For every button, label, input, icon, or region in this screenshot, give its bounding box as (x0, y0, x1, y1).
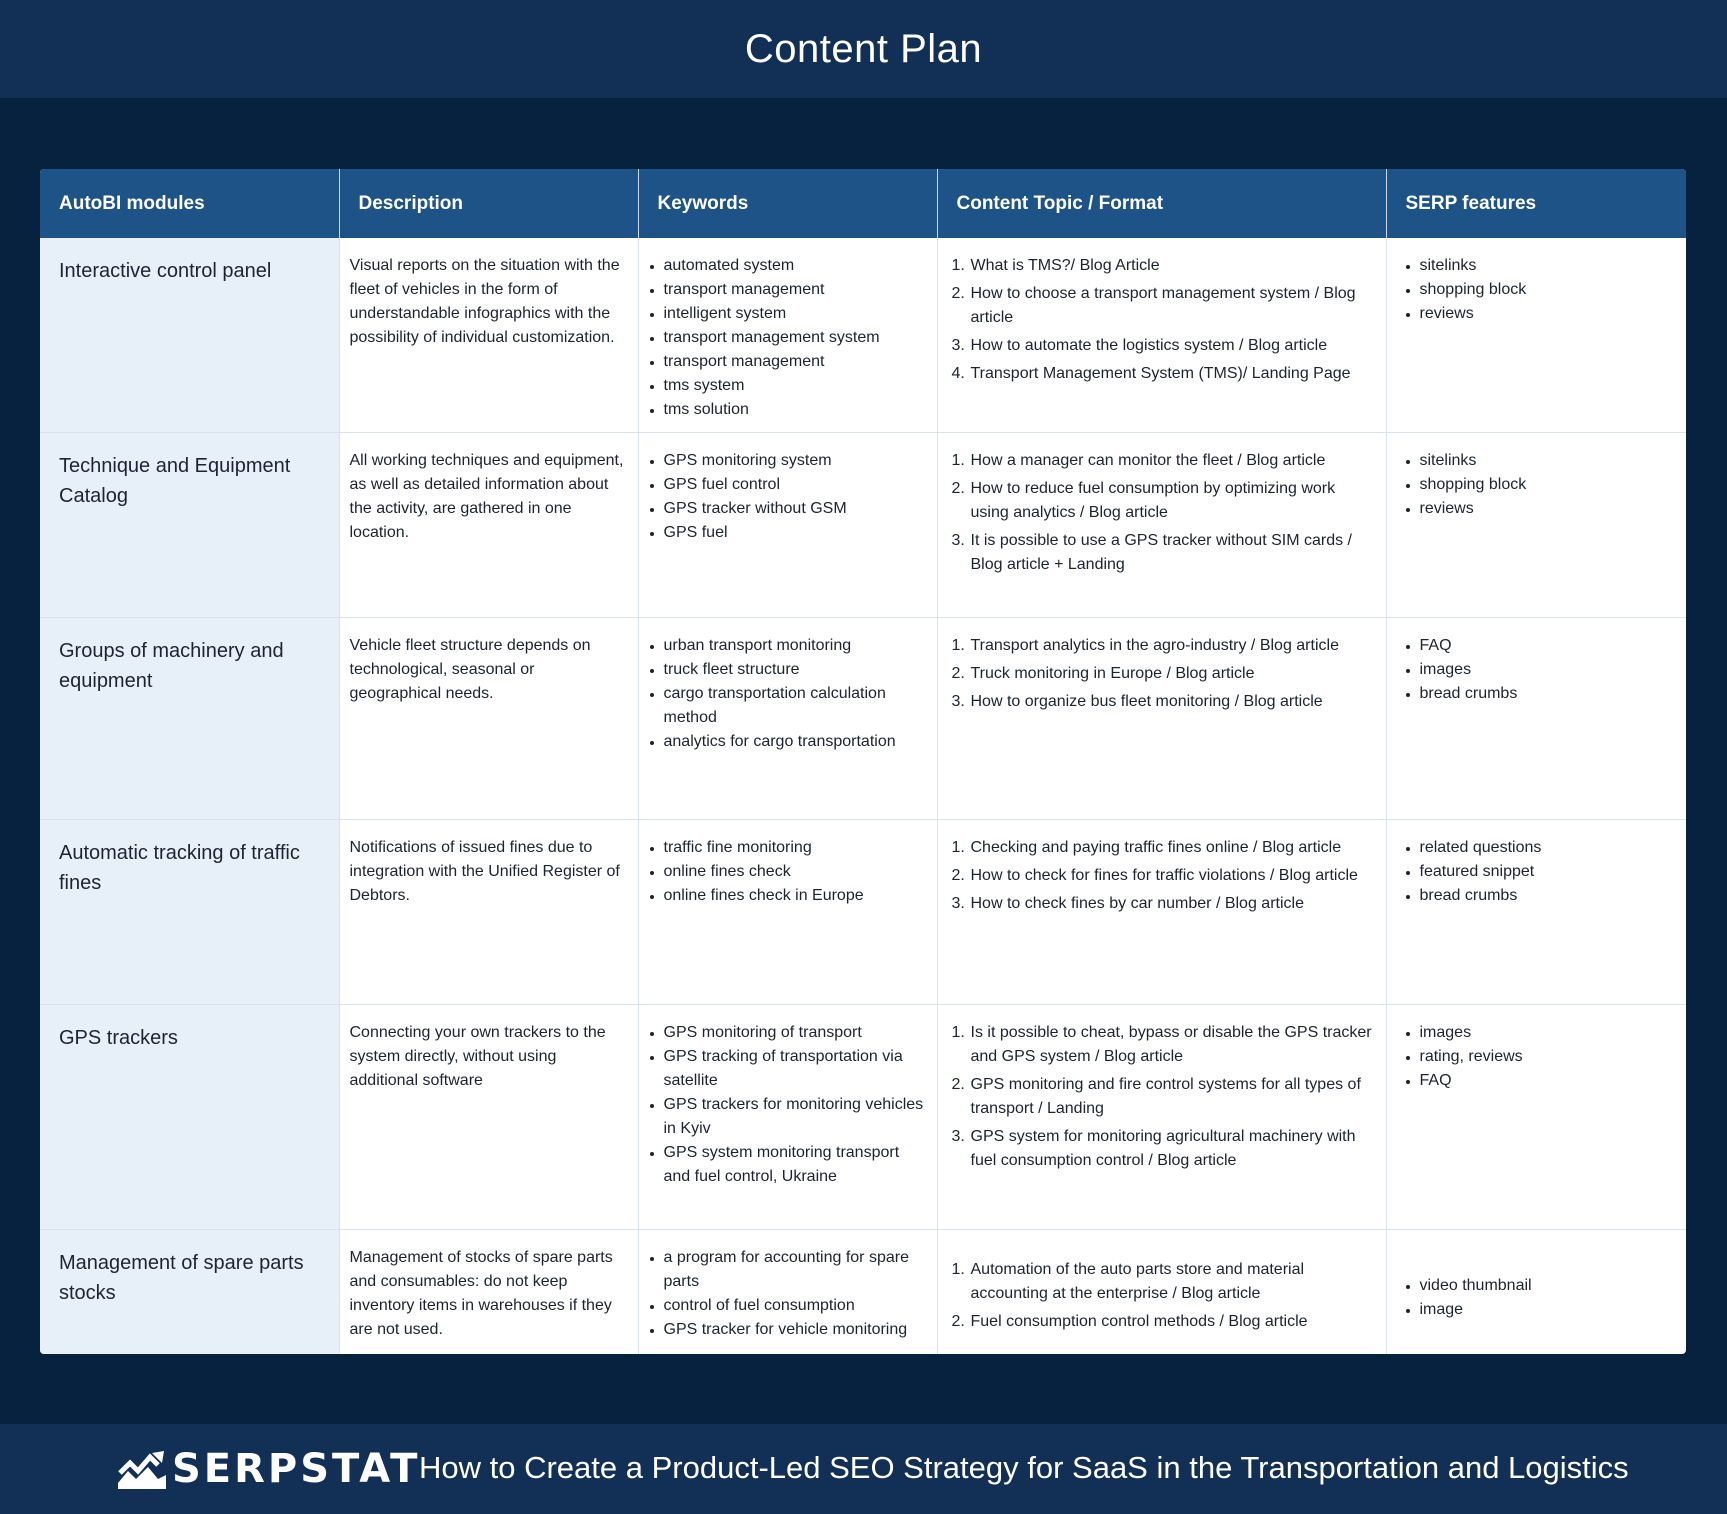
topic-text: How a manager can monitor the fleet / Blog article (970, 452, 1326, 469)
topics-list (952, 1021, 1376, 1173)
serp-feature-item: bread crumbs (1405, 682, 1677, 706)
keyword-item: GPS fuel control (649, 473, 927, 497)
serp-features-list (1405, 836, 1677, 908)
keyword-item: GPS tracking of transportation via satellite (649, 1045, 927, 1093)
keyword-item: cargo transportation calculation method (649, 682, 927, 730)
keyword-item: GPS fuel (649, 521, 927, 545)
serp-features-cell (1386, 820, 1686, 1005)
serp-features-cell (1386, 618, 1686, 820)
content-topic-cell (937, 820, 1386, 1005)
keywords-cell (638, 1005, 937, 1230)
topic-text: How to choose a transport management system / Blog article (970, 285, 1356, 326)
topic-number: 3. (951, 895, 965, 912)
topic-number: 3. (951, 1128, 965, 1145)
serp-feature-item: reviews (1405, 497, 1677, 521)
topic-item (952, 334, 1376, 358)
keyword-item: automated system (649, 254, 927, 278)
serp-features-list (1405, 254, 1677, 326)
keyword-item: transport management (649, 350, 927, 374)
topic-item (952, 529, 1376, 577)
topic-text: GPS monitoring and fire control systems for all types of transport / Landing (970, 1076, 1361, 1117)
topic-number: 2. (951, 1312, 965, 1330)
keyword-item: intelligent system (649, 302, 927, 326)
topic-number: 3. (951, 532, 965, 549)
serp-feature-item: bread crumbs (1405, 884, 1677, 908)
topic-number: 1. (951, 257, 965, 274)
topic-text: Checking and paying traffic fines online / Blog article (970, 839, 1342, 856)
serp-features-list (1405, 1274, 1677, 1322)
topic-number: 2. (951, 665, 965, 682)
keywords-cell (638, 433, 937, 618)
topic-text: It is possible to use a GPS tracker without SIM cards / Blog article + Landing (970, 532, 1352, 573)
logo-wordmark: SERPSTAT (172, 1446, 421, 1492)
keyword-item: GPS system monitoring transport and fuel control, Ukraine (649, 1141, 927, 1189)
description-cell: Visual reports on the situation with the fleet of vehicles in the form of understandable infographics with the possibility of individual customization. (339, 238, 638, 433)
serp-features-list (1405, 634, 1677, 706)
topic-number: 1. (951, 1024, 965, 1041)
footer-tagline: How to Create a Product-Led SEO Strategy for SaaS in the Transportation and Logistics (419, 1450, 1629, 1485)
module-name-cell: Automatic tracking of traffic fines (40, 820, 339, 1005)
serp-features-cell (1386, 1230, 1686, 1355)
topic-item (952, 1073, 1376, 1121)
topic-text: How to check for fines for traffic violations / Blog article (970, 867, 1358, 884)
keyword-item: tms solution (649, 398, 927, 422)
topics-list (952, 1258, 1376, 1334)
keywords-cell (638, 238, 937, 433)
description-cell: All working techniques and equipment, as well as detailed information about the activity, are gathered in one location. (339, 433, 638, 618)
column-header-serp-features: SERP features (1386, 169, 1686, 238)
topic-text: Fuel consumption control methods / Blog article (970, 1312, 1308, 1330)
topic-item (952, 362, 1376, 386)
serpstat-chart-logo-icon (118, 1449, 166, 1489)
serp-feature-item: FAQ (1405, 634, 1677, 658)
keyword-item: a program for accounting for spare parts (649, 1246, 927, 1294)
topic-number: 3. (951, 337, 965, 354)
topic-item (952, 254, 1376, 278)
serp-features-cell (1386, 1005, 1686, 1230)
module-name-cell: GPS trackers (40, 1005, 339, 1230)
topic-text: Automation of the auto parts store and material accounting at the enterprise / Blog article (970, 1260, 1305, 1302)
topic-text: How to reduce fuel consumption by optimizing work using analytics / Blog article (970, 480, 1336, 521)
topic-number: 2. (951, 480, 965, 497)
topic-number: 2. (951, 1076, 965, 1093)
column-header-modules: AutoBI modules (40, 169, 339, 238)
table-row (40, 618, 1686, 820)
module-name-cell: Technique and Equipment Catalog (40, 433, 339, 618)
footer-banner (0, 1424, 1727, 1514)
topic-item (952, 1125, 1376, 1173)
description-cell: Management of stocks of spare parts and consumables: do not keep inventory items in warehouses if they are not used. (339, 1230, 638, 1355)
topic-text: How to check fines by car number / Blog article (970, 895, 1304, 912)
keyword-item: analytics for cargo transportation (649, 730, 927, 754)
serp-feature-item: rating, reviews (1405, 1045, 1677, 1069)
topic-text: What is TMS?/ Blog Article (970, 257, 1160, 274)
keyword-item: transport management system (649, 326, 927, 350)
topic-number: 2. (951, 285, 965, 302)
serpstat-logo (118, 1446, 420, 1492)
serp-features-cell (1386, 433, 1686, 618)
serp-features-cell (1386, 238, 1686, 433)
keyword-item: GPS tracker for vehicle monitoring (649, 1318, 927, 1342)
keyword-item: urban transport monitoring (649, 634, 927, 658)
content-topic-cell (937, 1005, 1386, 1230)
keyword-item: online fines check (649, 860, 927, 884)
keyword-item: control of fuel consumption (649, 1294, 927, 1318)
header-banner (0, 0, 1727, 98)
keyword-item: GPS tracker without GSM (649, 497, 927, 521)
topic-text: Transport Management System (TMS)/ Landing Page (970, 365, 1351, 382)
table-row (40, 1005, 1686, 1230)
keyword-item: tms system (649, 374, 927, 398)
serp-features-list (1405, 1021, 1677, 1093)
topic-item (952, 690, 1376, 714)
keywords-list (649, 449, 927, 545)
serp-feature-item: featured snippet (1405, 860, 1677, 884)
serp-feature-item: image (1405, 1298, 1677, 1322)
module-name-cell: Management of spare parts stocks (40, 1230, 339, 1355)
keywords-list (649, 1246, 927, 1342)
keywords-cell (638, 820, 937, 1005)
table-header-row (40, 169, 1686, 238)
content-topic-cell (937, 1230, 1386, 1355)
topic-text: Is it possible to cheat, bypass or disable the GPS tracker and GPS system / Blog article (970, 1024, 1372, 1065)
column-header-content-topic: Content Topic / Format (937, 169, 1386, 238)
keywords-list (649, 254, 927, 422)
keywords-cell (638, 1230, 937, 1355)
topics-list (952, 449, 1376, 577)
content-topic-cell (937, 618, 1386, 820)
keywords-list (649, 634, 927, 754)
serp-feature-item: video thumbnail (1405, 1274, 1677, 1298)
keyword-item: traffic fine monitoring (649, 836, 927, 860)
topics-list (952, 836, 1376, 916)
content-topic-cell (937, 238, 1386, 433)
serp-feature-item: FAQ (1405, 1069, 1677, 1093)
topics-list (952, 634, 1376, 714)
serp-feature-item: sitelinks (1405, 254, 1677, 278)
serp-feature-item: shopping block (1405, 473, 1677, 497)
topic-item (952, 836, 1376, 860)
serp-features-list (1405, 449, 1677, 521)
topic-item (952, 282, 1376, 330)
module-name-cell: Groups of machinery and equipment (40, 618, 339, 820)
table-row (40, 1230, 1686, 1355)
serp-feature-item: sitelinks (1405, 449, 1677, 473)
topic-number: 1. (951, 452, 965, 469)
page-title: Content Plan (744, 26, 983, 71)
description-cell: Notifications of issued fines due to integration with the Unified Register of Debtors. (339, 820, 638, 1005)
description-cell: Connecting your own trackers to the system directly, without using additional software (339, 1005, 638, 1230)
serp-feature-item: shopping block (1405, 278, 1677, 302)
topic-item (952, 864, 1376, 888)
topic-number: 2. (951, 867, 965, 884)
topic-number: 1. (951, 637, 965, 654)
topic-text: Transport analytics in the agro-industry / Blog article (970, 637, 1339, 654)
table-row (40, 820, 1686, 1005)
topic-number: 3. (951, 693, 965, 710)
column-header-keywords: Keywords (638, 169, 937, 238)
serp-feature-item: reviews (1405, 302, 1677, 326)
column-header-description: Description (339, 169, 638, 238)
topic-item (952, 1258, 1376, 1306)
serp-feature-item: images (1405, 658, 1677, 682)
keyword-item: truck fleet structure (649, 658, 927, 682)
topic-number: 1. (951, 1260, 965, 1278)
keyword-item: GPS monitoring of transport (649, 1021, 927, 1045)
topic-item (952, 662, 1376, 686)
keywords-cell (638, 618, 937, 820)
module-name-cell: Interactive control panel (40, 238, 339, 433)
topics-list (952, 254, 1376, 386)
keyword-item: GPS monitoring system (649, 449, 927, 473)
topic-item (952, 634, 1376, 658)
serp-feature-item: related questions (1405, 836, 1677, 860)
content-plan-table (40, 169, 1686, 1354)
topic-text: How to automate the logistics system / Blog article (970, 337, 1328, 354)
topic-item (952, 892, 1376, 916)
content-topic-cell (937, 433, 1386, 618)
keywords-list (649, 836, 927, 908)
topic-item (952, 449, 1376, 473)
description-cell: Vehicle fleet structure depends on technological, seasonal or geographical needs. (339, 618, 638, 820)
topic-item (952, 477, 1376, 525)
topic-text: Truck monitoring in Europe / Blog article (970, 665, 1255, 682)
table-row (40, 238, 1686, 433)
keyword-item: GPS trackers for monitoring vehicles in Kyiv (649, 1093, 927, 1141)
keyword-item: transport management (649, 278, 927, 302)
topic-item (952, 1021, 1376, 1069)
keywords-list (649, 1021, 927, 1189)
topic-item (952, 1310, 1376, 1334)
table (40, 169, 1686, 1354)
topic-text: GPS system for monitoring agricultural machinery with fuel consumption control / Blog article (970, 1128, 1356, 1169)
keyword-item: online fines check in Europe (649, 884, 927, 908)
table-row (40, 433, 1686, 618)
topic-number: 1. (951, 839, 965, 856)
serp-feature-item: images (1405, 1021, 1677, 1045)
topic-number: 4. (951, 365, 965, 382)
topic-text: How to organize bus fleet monitoring / Blog article (970, 693, 1323, 710)
